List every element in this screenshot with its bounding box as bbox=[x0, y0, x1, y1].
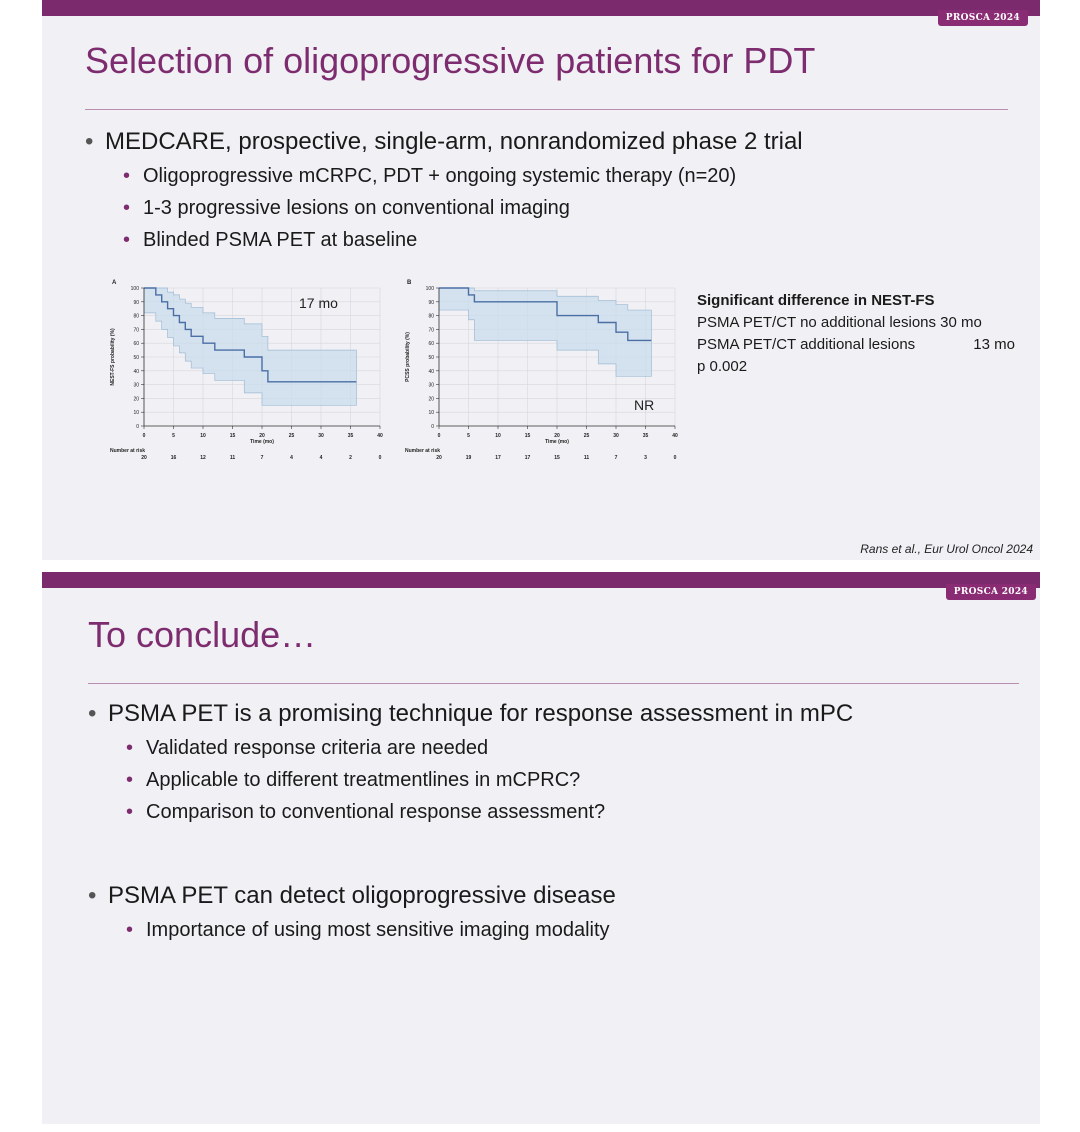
y-tick-label: 70 bbox=[133, 327, 139, 334]
note-heading: Significant difference in NEST-FS bbox=[697, 292, 935, 309]
sub-bullet: • Importance of using most sensitive imaging modality bbox=[126, 914, 616, 946]
y-tick-label: 10 bbox=[133, 410, 139, 417]
y-tick-label: 30 bbox=[428, 382, 434, 389]
x-tick-label: 25 bbox=[288, 433, 295, 439]
bullet-main: • MEDCARE, prospective, single-arm, nonrandomized phase 2 trial bbox=[85, 128, 803, 156]
x-tick-label: 5 bbox=[467, 433, 470, 439]
median-annotation: 17 mo bbox=[299, 295, 338, 311]
slide-1 bbox=[42, 0, 1040, 560]
y-tick-label: 20 bbox=[428, 396, 434, 403]
x-axis-label: Time (mo) bbox=[250, 439, 274, 445]
x-tick-label: 30 bbox=[318, 433, 324, 439]
y-tick-label: 40 bbox=[428, 368, 434, 375]
risk-value: 3 bbox=[644, 455, 647, 461]
x-tick-label: 20 bbox=[259, 433, 265, 439]
x-tick-label: 15 bbox=[524, 433, 531, 439]
risk-value: 2 bbox=[349, 455, 352, 461]
risk-value: 7 bbox=[614, 455, 618, 461]
y-tick-label: 100 bbox=[130, 286, 139, 292]
conference-badge: PROSCA 2024 bbox=[946, 584, 1036, 600]
risk-value: 16 bbox=[170, 455, 177, 461]
risk-value: 11 bbox=[583, 455, 590, 461]
sub-bullet: • Applicable to different treatmentlines in mCPRC? bbox=[126, 764, 853, 796]
y-axis-label: PCSS probability (%) bbox=[405, 332, 411, 382]
y-tick-label: 40 bbox=[133, 368, 139, 375]
risk-value: 17 bbox=[495, 455, 501, 461]
risk-value: 4 bbox=[319, 455, 323, 461]
sub-bullet: • Blinded PSMA PET at baseline bbox=[123, 224, 803, 256]
y-tick-label: 80 bbox=[133, 313, 139, 320]
km-chart-b bbox=[397, 272, 687, 472]
risk-value: 12 bbox=[200, 455, 206, 461]
bullet-list-2 bbox=[88, 882, 616, 946]
median-annotation: NR bbox=[634, 397, 655, 413]
risk-table-label: Number at risk bbox=[110, 448, 146, 454]
risk-value: 15 bbox=[554, 455, 560, 461]
x-tick-label: 10 bbox=[200, 433, 206, 439]
note-line-2-label: PSMA PET/CT additional lesions bbox=[697, 336, 916, 353]
sub-bullet: • 1-3 progressive lesions on conventional imaging bbox=[123, 192, 803, 224]
slide-2 bbox=[42, 572, 1040, 1124]
x-tick-label: 20 bbox=[554, 433, 560, 439]
sub-bullet: • Comparison to conventional response assessment? bbox=[126, 796, 853, 828]
bullet-main-1: • PSMA PET is a promising technique for response assessment in mPC bbox=[88, 700, 853, 728]
bullet-list-1 bbox=[88, 700, 853, 828]
x-tick-label: 35 bbox=[642, 433, 649, 439]
y-tick-label: 100 bbox=[425, 286, 434, 292]
y-tick-label: 0 bbox=[136, 424, 139, 430]
x-tick-label: 25 bbox=[583, 433, 590, 439]
bullet-list bbox=[85, 128, 803, 256]
y-tick-label: 90 bbox=[428, 299, 434, 306]
y-tick-label: 30 bbox=[133, 382, 139, 389]
risk-value: 20 bbox=[436, 455, 442, 461]
note-line-2-value: 13 mo bbox=[973, 336, 1015, 353]
km-chart-a bbox=[102, 272, 392, 472]
y-tick-label: 0 bbox=[431, 424, 434, 430]
x-tick-label: 40 bbox=[672, 433, 678, 439]
bullet-main-2: • PSMA PET can detect oligoprogressive disease bbox=[88, 882, 616, 910]
x-tick-label: 15 bbox=[229, 433, 236, 439]
y-tick-label: 60 bbox=[133, 341, 139, 348]
y-tick-label: 90 bbox=[133, 299, 139, 306]
y-tick-label: 60 bbox=[428, 341, 434, 348]
risk-value: 0 bbox=[673, 455, 677, 461]
conference-badge: PROSCA 2024 bbox=[938, 10, 1028, 26]
sub-bullet: • Validated response criteria are needed bbox=[126, 732, 853, 764]
x-tick-label: 0 bbox=[437, 433, 441, 439]
risk-value: 19 bbox=[465, 455, 472, 461]
y-tick-label: 80 bbox=[428, 313, 434, 320]
y-tick-label: 10 bbox=[428, 410, 434, 417]
title-rule bbox=[88, 683, 1019, 684]
risk-value: 17 bbox=[524, 455, 531, 461]
sub-bullet: • Oligoprogressive mCRPC, PDT + ongoing systemic therapy (n=20) bbox=[123, 160, 803, 192]
x-axis-label: Time (mo) bbox=[545, 439, 569, 445]
risk-value: 0 bbox=[378, 455, 382, 461]
risk-value: 11 bbox=[229, 455, 236, 461]
y-tick-label: 50 bbox=[133, 355, 139, 361]
risk-table-label: Number at risk bbox=[405, 448, 441, 454]
panel-letter: A bbox=[112, 280, 117, 286]
x-tick-label: 10 bbox=[495, 433, 501, 439]
note-line-3: p 0.002 bbox=[697, 358, 748, 375]
y-tick-label: 50 bbox=[428, 355, 434, 361]
top-bar bbox=[42, 572, 1040, 588]
note-line-2 bbox=[697, 334, 1015, 356]
title-rule bbox=[85, 109, 1008, 110]
risk-value: 7 bbox=[260, 455, 264, 461]
risk-value: 4 bbox=[290, 455, 293, 461]
x-tick-label: 40 bbox=[377, 433, 383, 439]
y-tick-label: 20 bbox=[133, 396, 139, 403]
note-line-1: PSMA PET/CT no additional lesions 30 mo bbox=[697, 314, 982, 331]
slide-title: Selection of oligoprogressive patients for PDT bbox=[85, 40, 816, 81]
reference: Rans et al., Eur Urol Oncol 2024 bbox=[860, 542, 1033, 556]
y-tick-label: 70 bbox=[428, 327, 434, 334]
x-tick-label: 30 bbox=[613, 433, 619, 439]
panel-letter: B bbox=[407, 280, 412, 286]
x-tick-label: 5 bbox=[172, 433, 175, 439]
y-axis-label: NEST-FS probability (%) bbox=[110, 328, 116, 386]
top-bar bbox=[42, 0, 1040, 16]
slide-title: To conclude… bbox=[88, 614, 317, 655]
x-tick-label: 35 bbox=[347, 433, 354, 439]
x-tick-label: 0 bbox=[142, 433, 146, 439]
risk-value: 20 bbox=[141, 455, 147, 461]
nest-fs-note bbox=[697, 290, 1032, 378]
